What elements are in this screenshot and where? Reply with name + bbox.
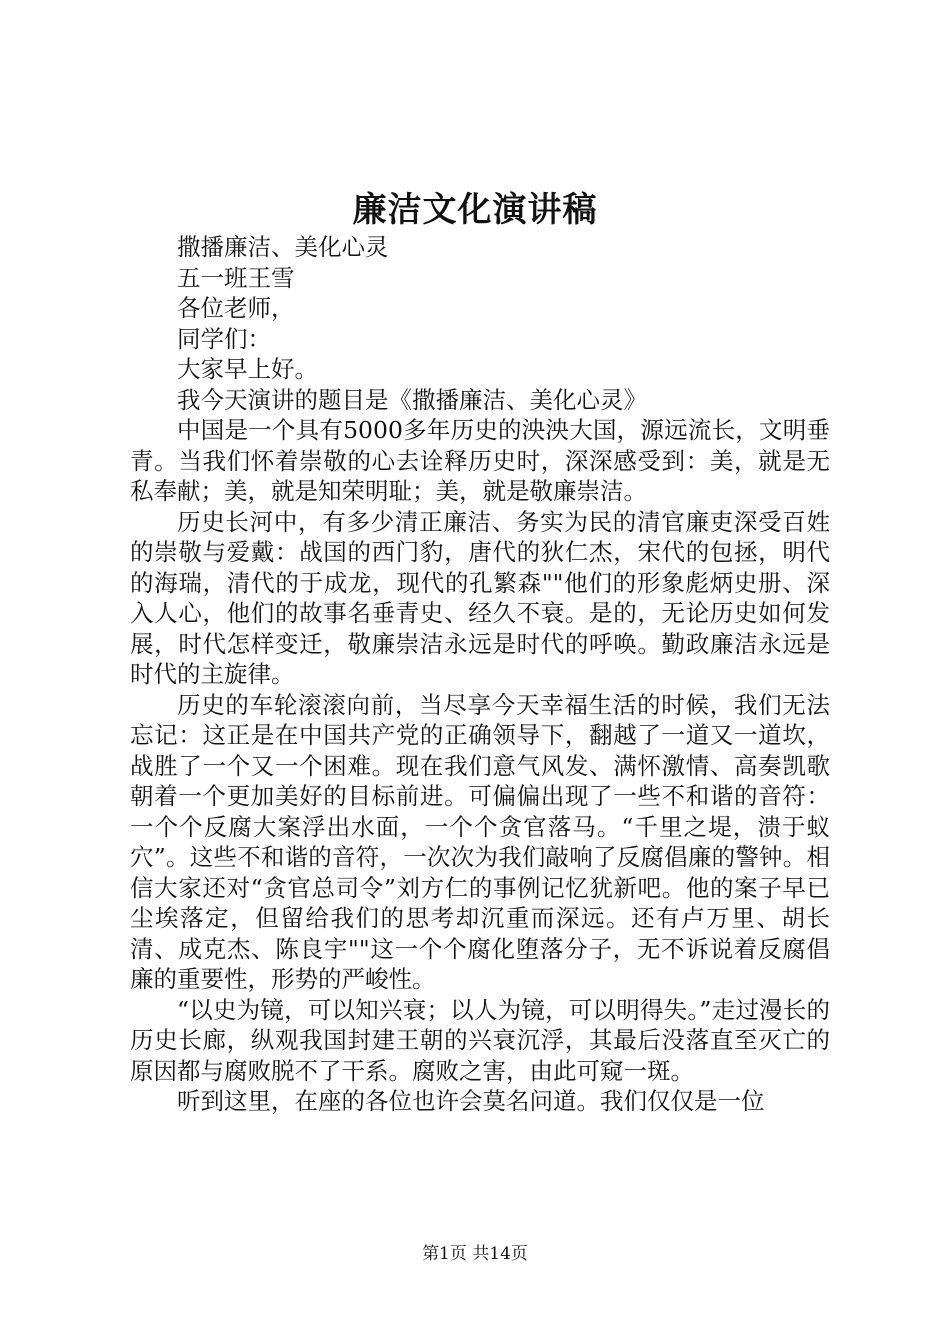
body-paragraph: 中国是一个具有5000多年历史的泱泱大国，源远流长，文明垂青。当我们怀着崇敬的心去诠释历史时，深深感受到：美，就是无私奉献；美，就是知荣明耻；美，就是敬廉崇洁。 [130, 416, 830, 505]
speech-subtitle: 撒播廉洁、美化心灵 [177, 233, 389, 261]
greeting-line: 各位老师， [177, 294, 295, 322]
page-number: 第1页 共14页 [422, 1244, 528, 1264]
body-paragraph: “以史为镜，可以知兴衰；以人为镜，可以明得失。”走过漫长的历史长廊，纵观我国封建王朝的兴衰沉浮，其最后没落直至灭亡的原因都与腐败脱不了干系。腐败之害，由此可窥一斑。 [130, 995, 830, 1085]
greeting-line: 同学们： [177, 324, 271, 353]
speaker-line: 五一班王雪 [177, 263, 295, 292]
document-title: 廉洁文化演讲稿 [352, 190, 598, 230]
body-paragraph: 历史长河中，有多少清正廉洁、务实为民的清官廉吏深受百姓的崇敬与爱戴：战国的西门豹，唐代的狄仁杰，宋代的包拯，明代的海瑞，清代的于成龙，现代的孔繁森""他们的形象彪炳史册、深入人心，他们的故事名垂青史、经久不衰。是的，无论历史如何发展，时代怎样变迁，敬廉崇洁永远是时代的呼唤。勤政廉洁永远是时代的主旋律。 [130, 507, 830, 688]
body-paragraph: 历史的车轮滚滚向前，当尽享今天幸福生活的时候，我们无法忘记：这正是在中国共产党的正确领导下，翻越了一道又一道坎，战胜了一个又一个困难。现在我们意气风发、满怀激情、高奏凯歌朝着一个更加美好的目标前进。可偏偏出现了一些不和谐的音符：一个个反腐大案浮出水面，一个个贪官落马。“千里之堤，溃于蚁穴”。这些不和谐的音符，一次次为我们敲响了反腐倡廉的警钟。相信大家还对“贪官总司令”刘方仁的事例记忆犹新吧。他的案子早已尘埃落定，但留给我们的思考却沉重而深远。还有卢万里、胡长清、成克杰、陈良宇""这一个个腐化堕落分子，无不诉说着反腐倡廉的重要性，形势的严峻性。 [130, 690, 830, 993]
body-paragraph: 听到这里，在座的各位也许会莫名问道。我们仅仅是一位 [177, 1087, 765, 1115]
greeting-line: 大家早上好。 [177, 355, 318, 383]
document-body [130, 232, 830, 1117]
topic-line: 我今天演讲的题目是《撒播廉洁、美化心灵》 [177, 385, 647, 414]
